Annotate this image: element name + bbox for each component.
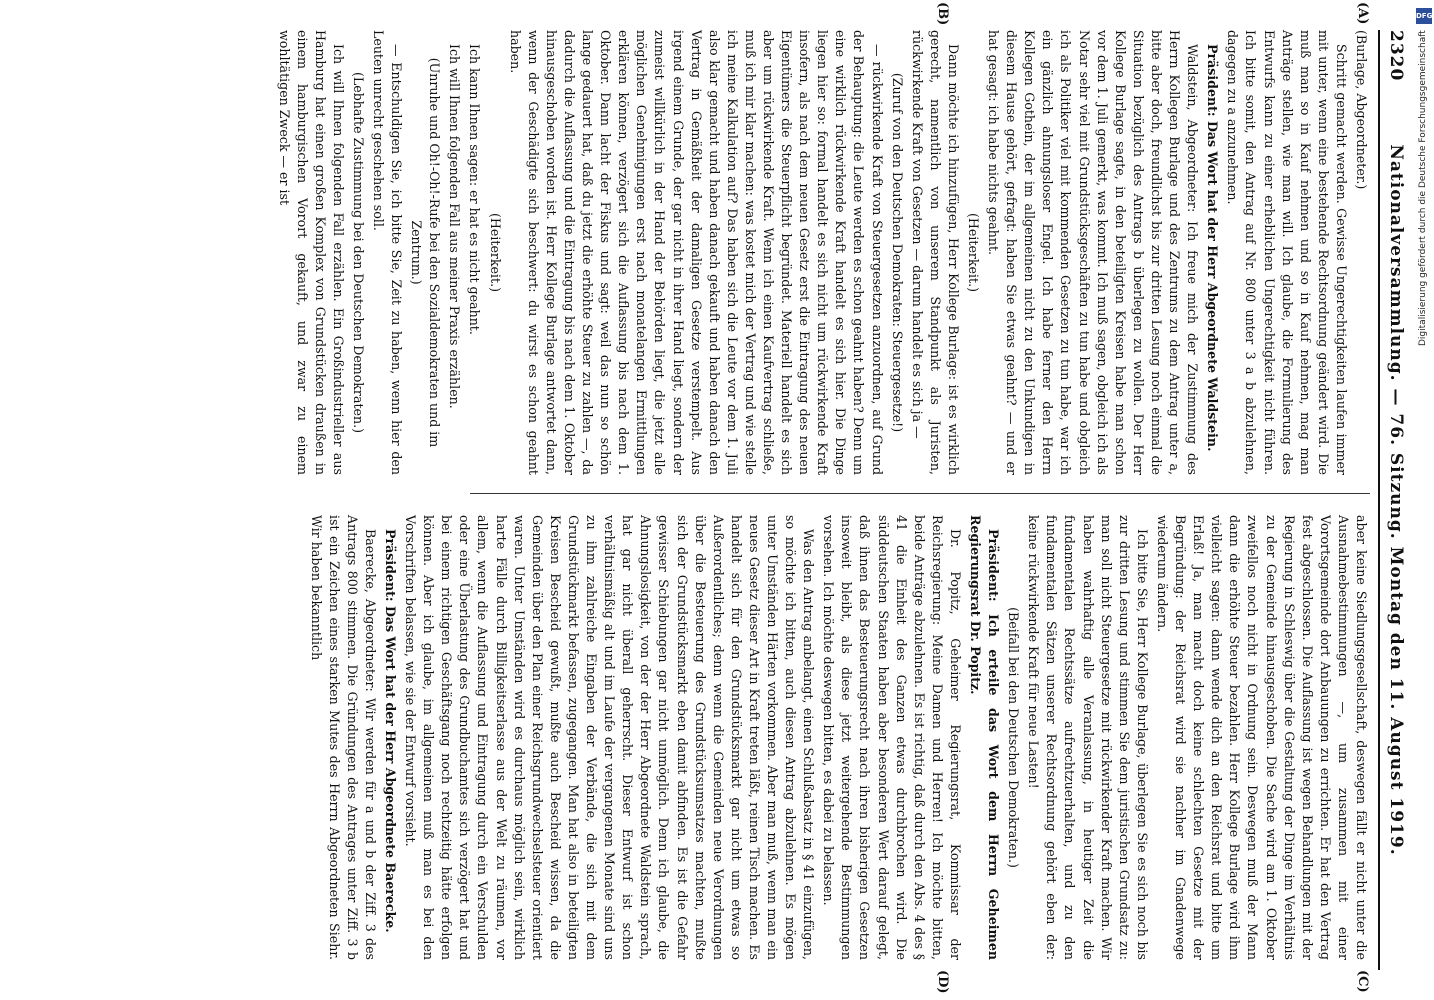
paragraph: Was den Antrag anbelangt, einen Schlußabsatz in § 41 einzufügen, so möchte ich bitten, auch diesen Antrag abzulehnen. Es mögen unter Umständen Härten vorkommen. Aber man muß, wenn man ein neues Gesetz dieser Art in Kraft treten läßt, reinen Tisch machen. Es handelt sich für den Grundstücksmarkt gar nicht um etwas so Außerordentliches; denn wenn die Gemeinden neue Verordnungen über die Besteuerung des Grundstücksumsatzes machten, mußte sich der Grundstücksmarkt eben damit abfinden. Es ist die Gefahr gewisser Schiebungen gar nicht unmöglich. Denn ich glaube, die Ahnungslosigkeit, von der der Herr Abgeordnete Waldstein sprach, hat gar nicht überall geherrscht. Dieser Entwurf ist schon verhältnismäßig alt und im Laufe der vergangenen Monate sind uns zu ihm zahlreiche Eingaben der Verbände, die sich mit dem Grundstückmarkt befassen, zugegangen. Man hat also in beteiligten Kreisen Bescheid gewußt, mußte auch Bescheid wissen, da die Gemeinden über den Plan einer Reichsgrundwechselsteuer orientiert waren. Unter Umständen wird es durchaus möglich sein, wirklich harte Fälle durch Billigkeitserlasse aus der Welt zu räumen, vor allem, wenn die Auflassung und Eintragung durch ein Verschulden oder eine Überlastung des Grundbuchamtes sich verzögert hat und bei einem richtigen Geschäftsgang noch rechtzeitig hätte erfolgen können. Aber ich glaube, im allgemeinen muß man es bei den Vorschriften belassen, wie sie der Entwurf vorsieht.: [403, 515, 817, 960]
page-number: 2320: [1386, 30, 1406, 82]
right-column: [305, 515, 1370, 960]
paragraph: — Entschuldigen Sie, ich bitte Sie, Zeit zu haben, wenn hier den Leuten unrecht geschehen soll.: [371, 30, 405, 475]
paragraph: Ich kann Ihnen sagen: er hat es nicht geahnt.: [467, 44, 483, 335]
paragraph: aber keine Siedlungsgesellschaft, deswegen fällt er nicht unter die Ausnahmebestimmungen —, um zusammen mit einer Vorortsgemeinde dort Anbauungen zu errichten. Er hat den Vertrag fest abgeschlossen. Die Auflassung ist wegen Behandlungen mit der Regierung in Schleswig über die Gestaltung der Dinge im Verhältnis zu der Gemeinde hinausgeschoben. Die Sache wird am 1. Oktober zweifellos noch nicht in Ordnung sein. Deswegen muß der Mann dann die erhöhte Steuer bezahlen. Herr Kollege Burlage wird ihm vielleicht sagen: dann wende dich an den Reichsrat und bitte um Erlaß! Ja, man macht doch keine schlechten Gesetze mit der Begründung: der Reichsrat wird sie nachher im Gnadenwege wiederum ändern.: [1154, 515, 1369, 960]
paragraph: — rückwirkende Kraft von Steuergesetzen anzuordnen, auf Grund der Behauptung: die Leute werden es schon geahnt haben? Denn um eine wirklich rückwirkende Kraft handelt es sich hier. Die Dinge liegen hier so: formal handelt es sich nicht um rückwirkende Kraft insofern, als nach dem neuen Gesetz erst die Eintragung des neuen Eigentümers die Steuerpflicht begründet. Materiell handelt es sich aber um rückwirkende Kraft. Wenn ich einen Kaufvertrag schließe, muß ich mir klar machen: was kostet mich der Vertrag und wie stelle ich meine Kalkulation auf? Das haben sich die Leute vor dem 1. Juli also klar gemacht und haben danach gekauft und haben danach den Vertrag in Gemäßheit der damaligen Gesetze verstempelt. Aus irgend einem Grunde, der gar nicht in ihrer Hand liegt, sondern der zumeist willkürlich in der Hand der Behörden liegt, die jetzt alle möglichen Genehmigungen erst nach monatelangen Ermittlungen erklären können, verzögert sich die Auflassung bis nach dem 1. Oktober. Dann lacht der Fiskus und sagt: weil das nun so schön lange gedauert hat, daß du jetzt die erhöhte Steuer zu zahlen —, da dadurch die Auflassung und die Eintragung bis nach dem 1. Oktober hinausgeschoben worden ist. Herr Kollege Burlage antwortet dann, wenn der Geschädigte sich beschwert: du wirst es schon geahnt haben.: [507, 30, 885, 475]
margin-marker-c: (C): [1355, 970, 1370, 993]
interjection: (Heiterkeit.): [966, 213, 982, 292]
paragraph: Präsident: Das Wort hat der Herr Abgeordnete Baerecke.: [383, 529, 399, 933]
paragraph: Dann möchte ich hinzufügen, Herr Kollege Burlage: ist es wirklich gerecht, namentlich von unserem Standpunkt als Juristen, rückwirkende Kraft von Gesetzen — darum handelt es sich ja —: [909, 30, 961, 475]
left-column: [272, 30, 1370, 475]
paragraph: Ich bitte Sie, Herr Kollege Burlage, überlegen Sie es sich noch bis zur dritten Lesung und stimmen Sie dem juristischen Grundsatz zu: man soll nicht Steuergesetze mit rückwirkender Kraft machen. Wir haben wahrhaftig alle Veranlassung, in heutiger Zeit die fundamentalen Rechtssätze aufrechtzuerhalten, und zu den fundamentalen Sätzen unserer Rechtsordnung gehört eben der: keine rückwirkende Kraft für neue Lasten!: [1026, 515, 1150, 960]
dfg-logo: DFG: [1416, 8, 1432, 24]
interjection: (Beifall bei den Deutschen Demokraten.): [1006, 607, 1022, 868]
interjection: (Heiterkeit.): [487, 213, 503, 292]
paragraph: Schritt gemacht werden. Gewisse Ungerechtigkeiten laufen immer mit unter, wenn eine bestehende Rechtsordnung geändert wird. Die muß man so in Kauf nehmen und so in Kauf nehmen, mag man Anträge stellen, wie man will. Ich glaube, die Formulierung des Entwurfs kann zu einer erheblichen Ungerechtigkeit nicht führen. Ich bitte somit, den Antrag auf Nr. 800 unter 3 a b abzulehnen, dagegen zu a anzunehmen.: [1225, 30, 1349, 475]
paragraph: Präsident: Ich erteile das Wort dem Herrn Geheimen Regierungsrat Dr. Popitz.: [968, 515, 1002, 960]
speaker-tag: (Burlage, Abgeordneter.): [1354, 30, 1369, 190]
paragraph: Dr. Popitz, Geheimer Regierungsrat, Kommissar der Reichsregierung: Meine Damen und Herren! Ich möchte bitten, beide Anträge abzulehnen. Es ist richtig, daß durch den Abs. 4 des § 41 die Einheit des Ganzen etwas durchbrochen wird. Die süddeutschen Staaten haben aber besonderen Wert darauf gelegt, daß ihnen das Besteuerungsrecht nach ihren bisherigen Gesetzen insoweit bleibt, als diese jetzt weitergehende Bestimmungen vorsehen. Ich möchte deswegen bitten, es dabei zu belassen.: [821, 515, 963, 960]
interjection: (Unruhe und Oh!-Oh!-Rufe bei den Sozialdemokraten und im Zentrum.): [409, 57, 443, 448]
paragraph: Präsident: Das Wort hat der Herr Abgeordnete Waldstein.: [1205, 44, 1221, 452]
margin-marker-d: (D): [935, 970, 950, 994]
paragraph: Ich will Ihnen folgenden Fall aus meiner Praxis erzählen.: [447, 44, 463, 409]
column-divider: [470, 493, 1370, 494]
interjection: (Zuruf von den Deutschen Demokraten: Steuergesetze!): [889, 72, 905, 433]
paragraph: Ich will Ihnen folgenden Fall erzählen. Ein Großindustrieller aus Hamburg hat einen großen Komplex von Grundstücken draußen in einem hamburgischen Vorort gekauft, und zwar zu einem wohltätigen Zweck — er ist: [276, 30, 346, 475]
paragraph: Baerecke, Abgeordneter: Wir werden für a und b der Ziff. 3 des Antrags 800 stimmen. Die Gründungen des Antrages unter Ziff. 3 b ist ein Zeichen eines starken Mutes des Herrn Abgeordneten Siehr. Wir haben bekanntlich: [308, 515, 378, 960]
digitization-note: Digitalisierung gefördert durch die Deutsche Forschungsgemeinschaft: [1418, 30, 1428, 346]
margin-marker-b: (B): [935, 2, 950, 26]
interjection: (Lebhafte Zustimmung bei den Deutschen Demokraten.): [350, 71, 366, 434]
page-title: Nationalversammlung. — 76. Sitzung. Montag den 11. August 1919.: [1386, 144, 1406, 856]
margin-marker-a: (A): [1355, 2, 1370, 25]
paragraph: Waldstein, Abgeordneter: Ich freue mich der Zustimmung des Herrn Kollegen Burlage und des Zentrums zu dem Antrag unter a, bitte aber doch, freundlichst bis zur dritten Lesung noch einmal die Situation bezüglich des Antrags b überlegen zu wollen. Der Herr Kollege Burlage sagte, in den beteiligten Kreisen habe man schon vor dem 1. Juli gemerkt, was kommt. Ich muß sagen, obgleich ich als Notar sehr viel mit Grundstücksgeschäften zu tun habe und obgleich ich als Politiker viel mit kommenden Gesetzen zu tun habe, war ich ein gänzlich ahnungsloser Engel. Ich habe ferner den Herrn Kollegen Gothein, der im allgemeinen nicht zu den Unkundigen in diesem Hause gehört, gefragt: haben Sie etwas geahnt? — und er hat gesagt: ich habe nichts geahnt.: [986, 30, 1201, 475]
page-header: [1378, 30, 1410, 970]
document-body: [70, 2, 1410, 994]
